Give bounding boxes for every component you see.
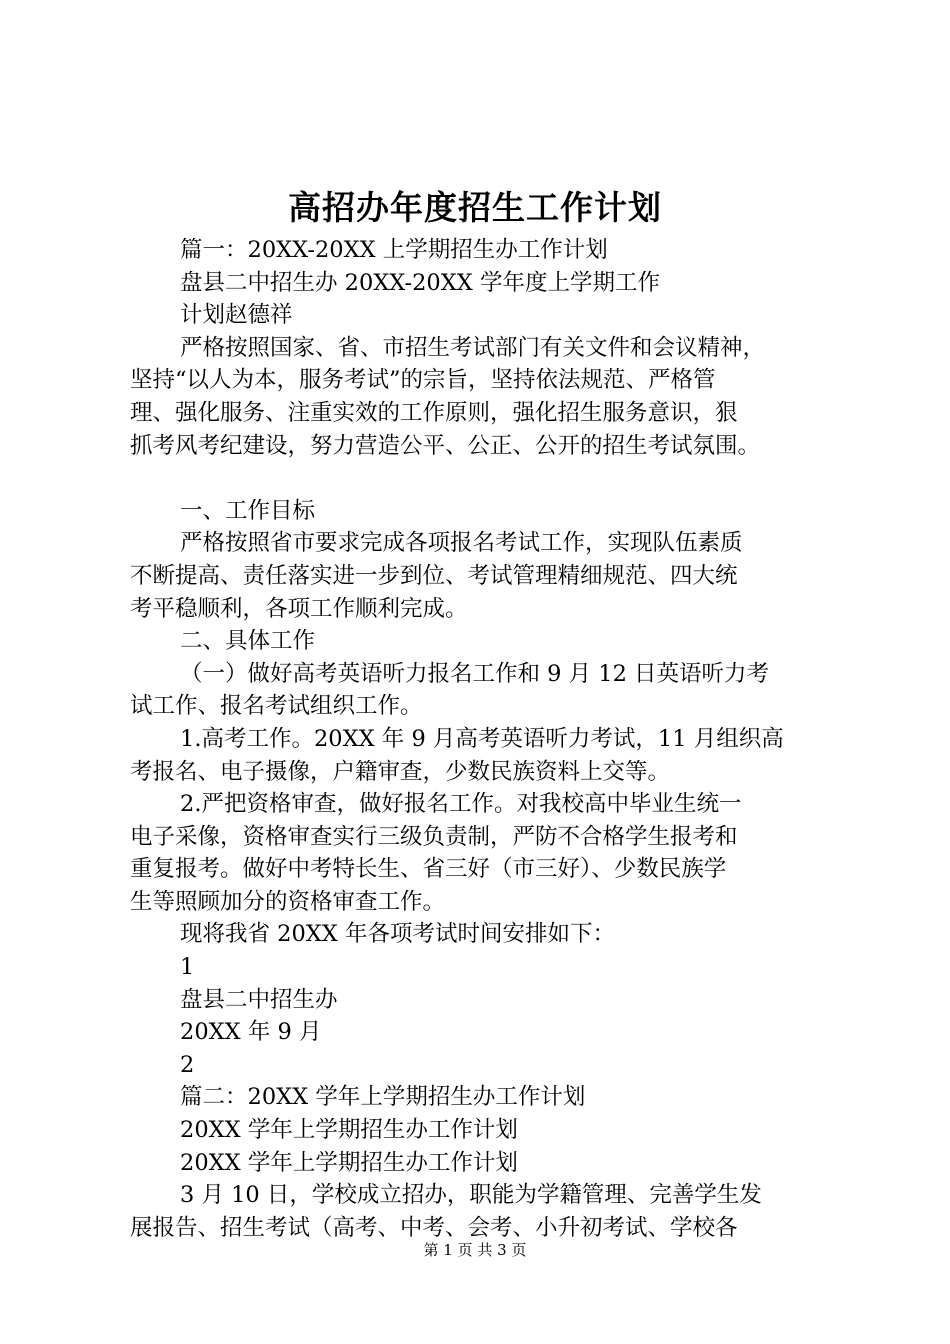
text-line: 20XX 学年上学期招生办工作计划 — [180, 1149, 518, 1176]
text-line: 重复报考。做好中考特长生、省三好（市三好）、少数民族学 — [130, 856, 727, 883]
text-line: 现将我省 20XX 年各项考试时间安排如下： — [180, 921, 615, 948]
blank-line — [130, 462, 830, 495]
text-line: 盘县二中招生办 — [180, 986, 338, 1013]
text-line: 严格按照省市要求完成各项报名考试工作，实现队伍素质 — [180, 530, 743, 557]
text-line: 二、具体工作 — [180, 628, 316, 655]
text-line: 考报名、电子摄像，户籍审查，少数民族资料上交等。 — [130, 758, 671, 785]
text-line: 1 — [180, 954, 195, 981]
text-line: 盘县二中招生办 20XX-20XX 学年度上学期工作 — [180, 269, 660, 296]
text-line: 篇二：20XX 学年上学期招生办工作计划 — [180, 1084, 586, 1111]
text-line: 严格按照国家、省、市招生考试部门有关文件和会议精神， — [180, 334, 766, 361]
text-line: 理、强化服务、注重实效的工作原则，强化招生服务意识，狠 — [130, 399, 738, 426]
text-line: 试工作、报名考试组织工作。 — [130, 693, 423, 720]
text-line: 2.严把资格审查，做好报名工作。对我校高中毕业生统一 — [180, 791, 742, 818]
document-title: 高招办年度招生工作计划 — [288, 188, 662, 227]
text-line: 2 — [180, 1051, 195, 1078]
text-line: 抓考风考纪建设，努力营造公平、公正、公开的招生考试氛围。 — [130, 432, 761, 459]
text-line: 生等照顾加分的资格审查工作。 — [130, 888, 446, 915]
text-line: 3 月 10 日，学校成立招办，职能为学籍管理、完善学生发 — [180, 1182, 762, 1209]
text-line: 一、工作目标 — [180, 497, 316, 524]
text-line: 展报告、招生考试（高考、中考、会考、小升初考试、学校各 — [130, 1214, 738, 1241]
text-line: 电子采像，资格审查实行三级负责制，严防不合格学生报考和 — [130, 823, 738, 850]
text-line: 20XX 年 9 月 — [180, 1019, 322, 1046]
text-line: 不断提高、责任落实进一步到位、考试管理精细规范、四大统 — [130, 562, 738, 589]
text-line: 1.高考工作。20XX 年 9 月高考英语听力考试，11 月组织高 — [180, 725, 784, 752]
text-line: 20XX 学年上学期招生办工作计划 — [180, 1117, 518, 1144]
text-line: 考平稳顺利，各项工作顺利完成。 — [130, 595, 468, 622]
page-number-footer: 第 1 页 共 3 页 — [423, 1241, 527, 1259]
text-line: 计划赵德祥 — [180, 302, 293, 329]
document-body — [130, 234, 830, 1244]
text-line: 篇一：20XX-20XX 上学期招生办工作计划 — [180, 237, 608, 263]
text-line: 坚持“以人为本，服务考试”的宗旨，坚持依法规范、严格管 — [130, 367, 716, 394]
text-line: （一）做好高考英语听力报名工作和 9 月 12 日英语听力考 — [180, 660, 770, 687]
